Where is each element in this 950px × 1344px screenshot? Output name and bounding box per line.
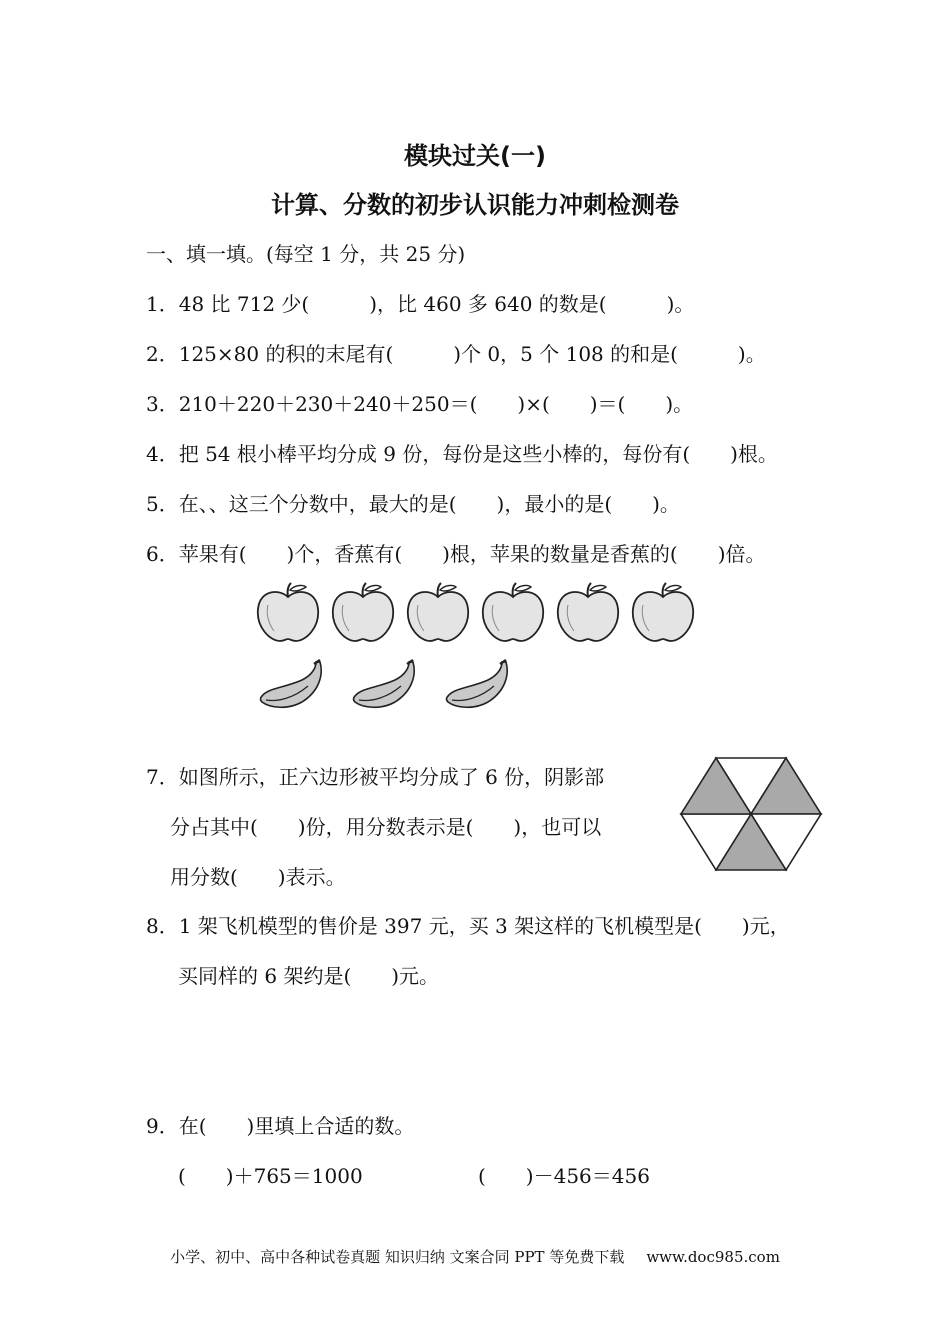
- question-9: 9．在( )里填上合适的数。: [146, 1114, 415, 1138]
- apple-icon: [329, 581, 397, 643]
- question-7-line-3: 用分数( )表示。: [170, 865, 346, 889]
- banana-icon: [444, 658, 512, 710]
- question-7-line-1: 7．如图所示，正六边形被平均分成了 6 份，阴影部: [146, 765, 605, 789]
- apple-icon: [554, 581, 622, 643]
- banana-icon: [258, 658, 326, 710]
- page-subtitle: 计算、分数的初步认识能力冲刺检测卷: [271, 191, 679, 219]
- apple-icon: [404, 581, 472, 643]
- question-2: 2．125×80 的积的末尾有( )个 0，5 个 108 的和是( )。: [146, 342, 766, 366]
- apple-icon: [254, 581, 322, 643]
- apple-icon: [629, 581, 697, 643]
- question-1: 1．48 比 712 少( )，比 460 多 640 的数是( )。: [146, 292, 695, 316]
- footer-url[interactable]: www.doc985.com: [646, 1248, 780, 1266]
- apple-icon: [479, 581, 547, 643]
- question-3: 3．210＋220＋230＋240＋250＝( )×( )＝( )。: [146, 392, 694, 416]
- banana-icon: [351, 658, 419, 710]
- question-9-equation-1: ( )＋765＝1000: [178, 1164, 363, 1188]
- question-4: 4．把 54 根小棒平均分成 9 份，每份是这些小棒的，每份有( )根。: [146, 442, 778, 466]
- question-8-line-2: 买同样的 6 架约是( )元。: [178, 964, 440, 988]
- question-7-line-2: 分占其中( )份，用分数表示是( )，也可以: [170, 815, 602, 839]
- page-title: 模块过关(一): [404, 142, 546, 170]
- question-5: 5．在、、这三个分数中，最大的是( )，最小的是( )。: [146, 492, 680, 516]
- footer-text: 小学、初中、高中各种试卷真题 知识归纳 文案合同 PPT 等免费下载: [170, 1248, 625, 1266]
- footer: [0, 1246, 950, 1267]
- section-heading: 一、填一填。(每空 1 分，共 25 分): [146, 242, 466, 266]
- hexagon-figure: [676, 756, 826, 872]
- question-6: 6．苹果有( )个，香蕉有( )根，苹果的数量是香蕉的( )倍。: [146, 542, 766, 566]
- question-8-line-1: 8．1 架飞机模型的售价是 397 元，买 3 架这样的飞机模型是( )元，: [146, 914, 790, 938]
- question-9-equation-2: ( )－456＝456: [478, 1164, 650, 1188]
